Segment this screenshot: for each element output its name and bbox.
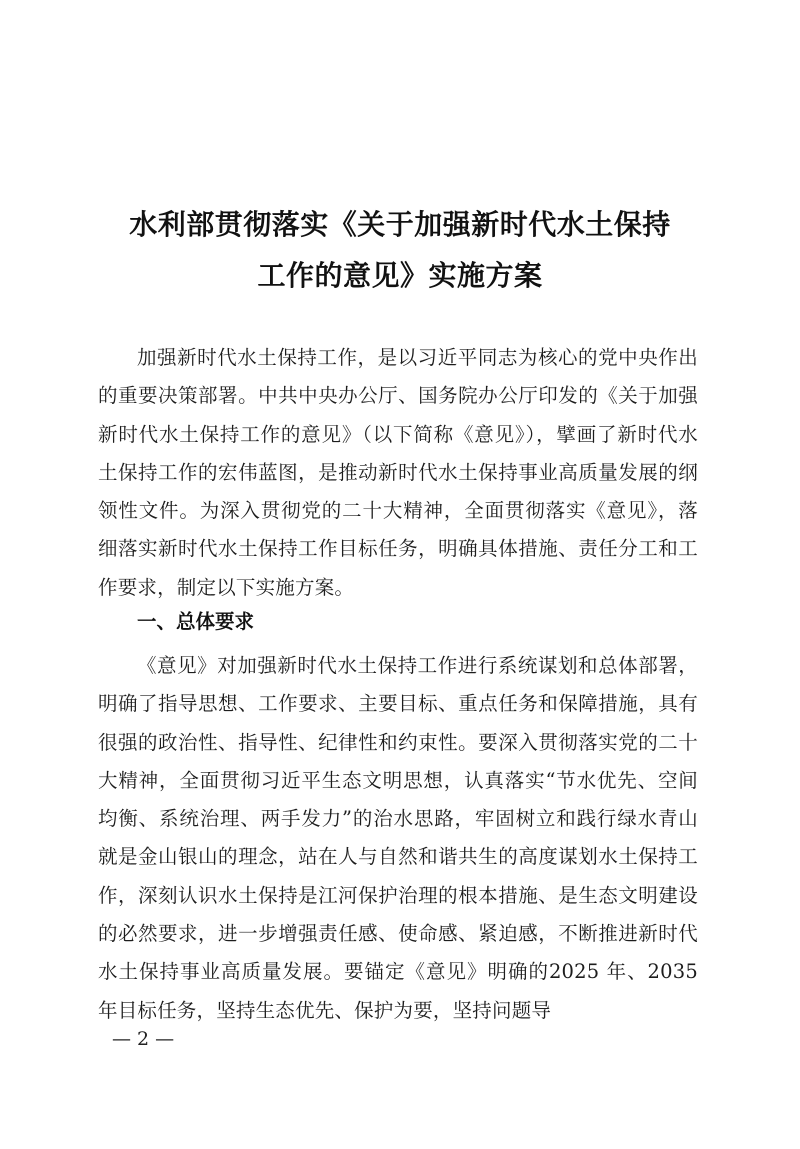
document-title-line-1: 水利部贯彻落实《关于加强新时代水土保持 bbox=[129, 208, 671, 241]
section-heading-overall-requirements: 一、总体要求 bbox=[137, 610, 255, 633]
intro-paragraph: 加强新时代水土保持工作，是以习近平同志为核心的党中央作出的重要决策部署。中共中央办公厅、国务院办公厅印发的《关于加强新时代水土保持工作的意见》（以下简称《意见》），擘画了新时代水土保持工作的宏伟蓝图，是推动新时代水土保持事业高质量发展的纲领性文件。为深入贯彻党的二十大精神，全面贯彻落实《意见》，落细落实新时代水土保持工作目标任务，明确具体措施、责任分工和工作要求，制定以下实施方案。 bbox=[98, 346, 698, 599]
page-number: — 2 — bbox=[112, 1028, 175, 1050]
section-1-paragraph: 《意见》对加强新时代水土保持工作进行系统谋划和总体部署，明确了指导思想、工作要求、主要目标、重点任务和保障措施，具有很强的政治性、指导性、纪律性和约束性。要深入贯彻落实党的二十大精神，全面贯彻习近平生态文明思想，认真落实“节水优先、空间均衡、系统治理、两手发力”的治水思路，牢固树立和践行绿水青山就是金山银山的理念，站在人与自然和谐共生的高度谋划水土保持工作，深刻认识水土保持是江河保护治理的根本措施、是生态文明建设的必然要求，进一步增强责任感、使命感、紧迫感，不断推进新时代水土保持事业高质量发展。要锚定《意见》明确的2025 年、2035 年目标任务，坚持生态优先、保护为要，坚持问题导 bbox=[98, 654, 698, 1022]
document-title-line-2: 工作的意见》实施方案 bbox=[257, 259, 543, 292]
